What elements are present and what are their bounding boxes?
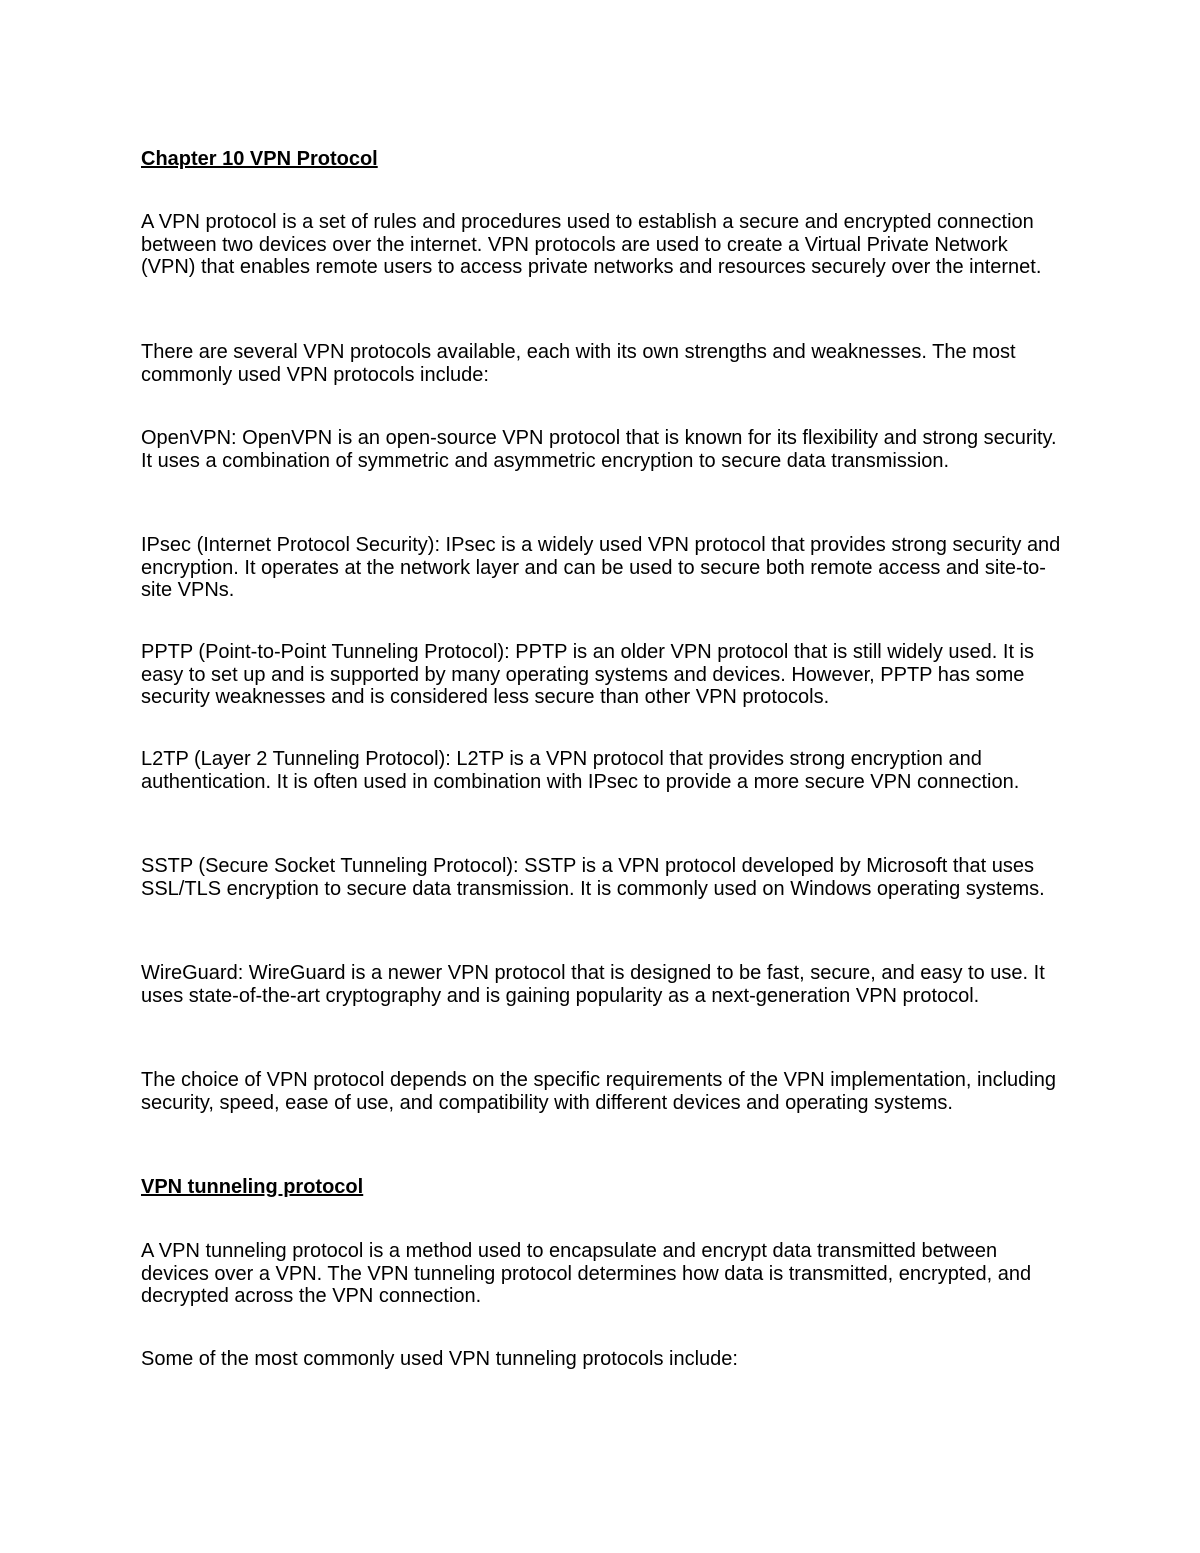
protocol-paragraph-l2tp: L2TP (Layer 2 Tunneling Protocol): L2TP is a VPN protocol that provides strong encryption and authentication. It is often used in combination with IPsec to provide a more secure VPN connection. — [141, 748, 1020, 793]
protocol-paragraph-pptp: PPTP (Point-to-Point Tunneling Protocol): PPTP is an older VPN protocol that is still widely used. It is easy to set up and is supported by many operating systems and devices. However, PPTP has some security weaknesses and is considered less secure than other VPN protocols. — [141, 641, 1034, 708]
protocol-paragraph-wireguard: WireGuard: WireGuard is a newer VPN protocol that is designed to be fast, secure, and easy to use. It uses state-of-the-art cryptography and is gaining popularity as a next-generation VPN protocol. — [141, 962, 1045, 1007]
protocol-paragraph-ipsec: IPsec (Internet Protocol Security): IPsec is a widely used VPN protocol that provides strong security and encryption. It operates at the network layer and can be used to secure both remote access and site-to-site VPNs. — [141, 534, 1061, 601]
section-title: VPN tunneling protocol — [141, 1176, 364, 1198]
section-paragraph: A VPN tunneling protocol is a method used to encapsulate and encrypt data transmitted between devices over a VPN. The VPN tunneling protocol determines how data is transmitted, encrypted, and decrypted across the VPN connection. — [141, 1240, 1032, 1307]
conclusion-paragraph: The choice of VPN protocol depends on the specific requirements of the VPN implementation, including security, speed, ease of use, and compatibility with different devices and operating systems. — [141, 1069, 1056, 1114]
intro-paragraph: There are several VPN protocols available, each with its own strengths and weaknesses. The most commonly used VPN protocols include: — [141, 341, 1016, 386]
intro-paragraph: A VPN protocol is a set of rules and procedures used to establish a secure and encrypted connection between two devices over the internet. VPN protocols are used to create a Virtual Private Network (VPN) that enables remote users to access private networks and resources securely over the internet. — [141, 211, 1042, 278]
section-paragraph: Some of the most commonly used VPN tunneling protocols include: — [141, 1348, 738, 1370]
chapter-title: Chapter 10 VPN Protocol — [141, 148, 378, 170]
protocol-paragraph-openvpn: OpenVPN: OpenVPN is an open-source VPN protocol that is known for its flexibility and strong security. It uses a combination of symmetric and asymmetric encryption to secure data transmission. — [141, 427, 1057, 472]
protocol-paragraph-sstp: SSTP (Secure Socket Tunneling Protocol): SSTP is a VPN protocol developed by Microsoft that uses SSL/TLS encryption to secure data transmission. It is commonly used on Windows operating systems. — [141, 855, 1045, 900]
